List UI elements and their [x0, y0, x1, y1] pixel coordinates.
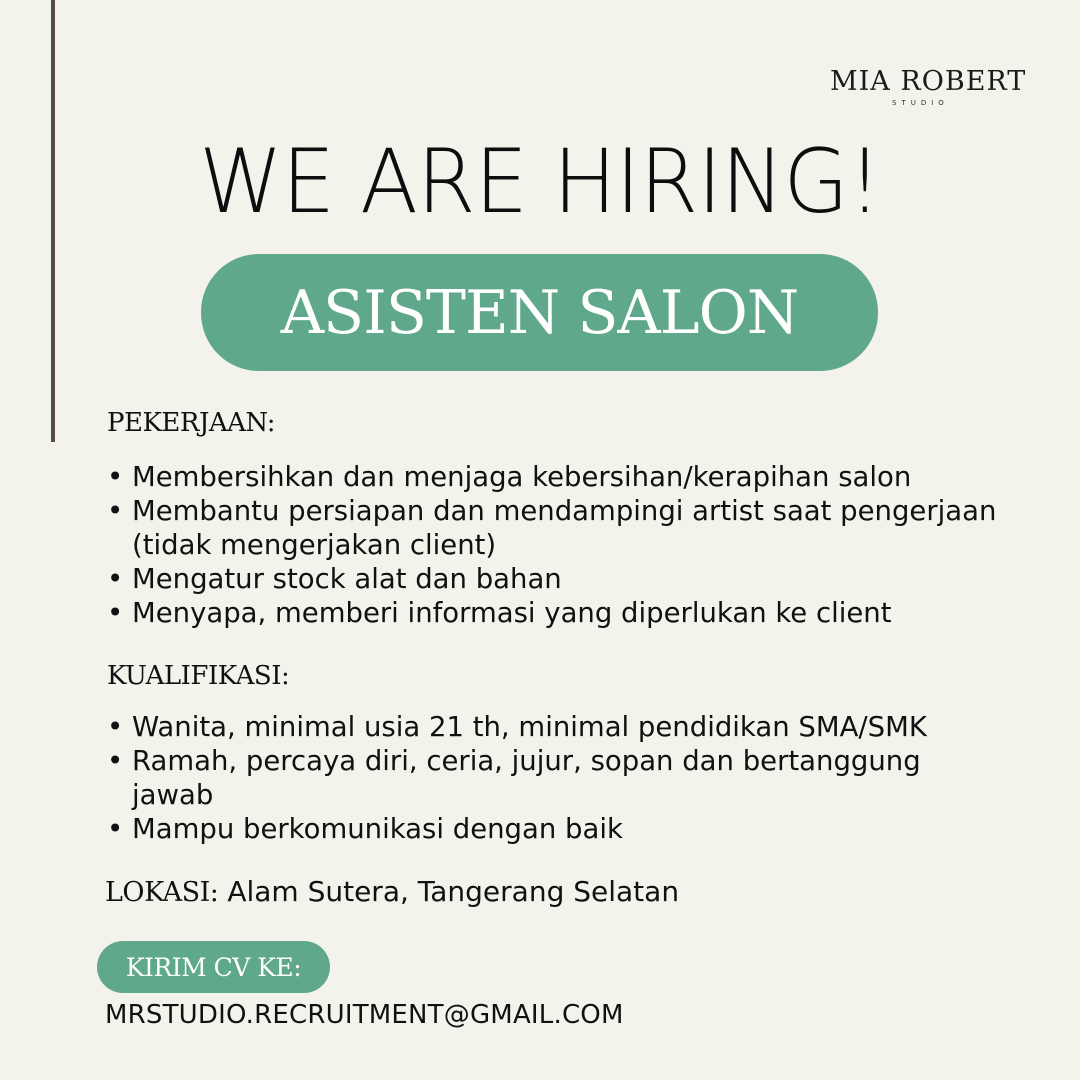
contact-email[interactable]: MRSTUDIO.RECRUITMENT@GMAIL.COM [105, 1000, 624, 1030]
list-item: • Wanita, minimal usia 21 th, minimal pendidikan SMA/SMK [107, 710, 1007, 744]
jobs-heading: PEKERJAAN: [107, 408, 276, 438]
location-label: LOKASI: [105, 877, 219, 908]
role-badge [201, 254, 878, 371]
role-title: ASISTEN SALON [280, 277, 799, 348]
brand-logo [830, 66, 1027, 107]
location-line [105, 875, 679, 908]
list-item: • Mampu berkomunikasi dengan baik [107, 812, 1007, 846]
list-item: • Menyapa, memberi informasi yang diperlukan ke client [107, 596, 1007, 630]
jobs-list [107, 460, 1007, 630]
qualifications-heading: KUALIFIKASI: [107, 661, 290, 691]
qualifications-list [107, 710, 1007, 846]
list-item: • Ramah, percaya diri, ceria, jujur, sopan dan bertanggung jawab [107, 744, 1007, 812]
send-cv-badge [97, 941, 330, 993]
list-item: • Mengatur stock alat dan bahan [107, 562, 1007, 596]
send-cv-label: KIRIM CV KE: [125, 952, 302, 982]
location-value: Alam Sutera, Tangerang Selatan [227, 875, 680, 908]
hiring-headline: WE ARE HIRING! [199, 130, 881, 233]
list-item: • Membantu persiapan dan mendampingi artist saat pengerjaan (tidak mengerjakan client) [107, 494, 1007, 562]
brand-name: MIA ROBERT [830, 66, 1027, 97]
brand-subtitle: STUDIO [892, 99, 949, 107]
list-item: • Membersihkan dan menjaga kebersihan/kerapihan salon [107, 460, 1007, 494]
